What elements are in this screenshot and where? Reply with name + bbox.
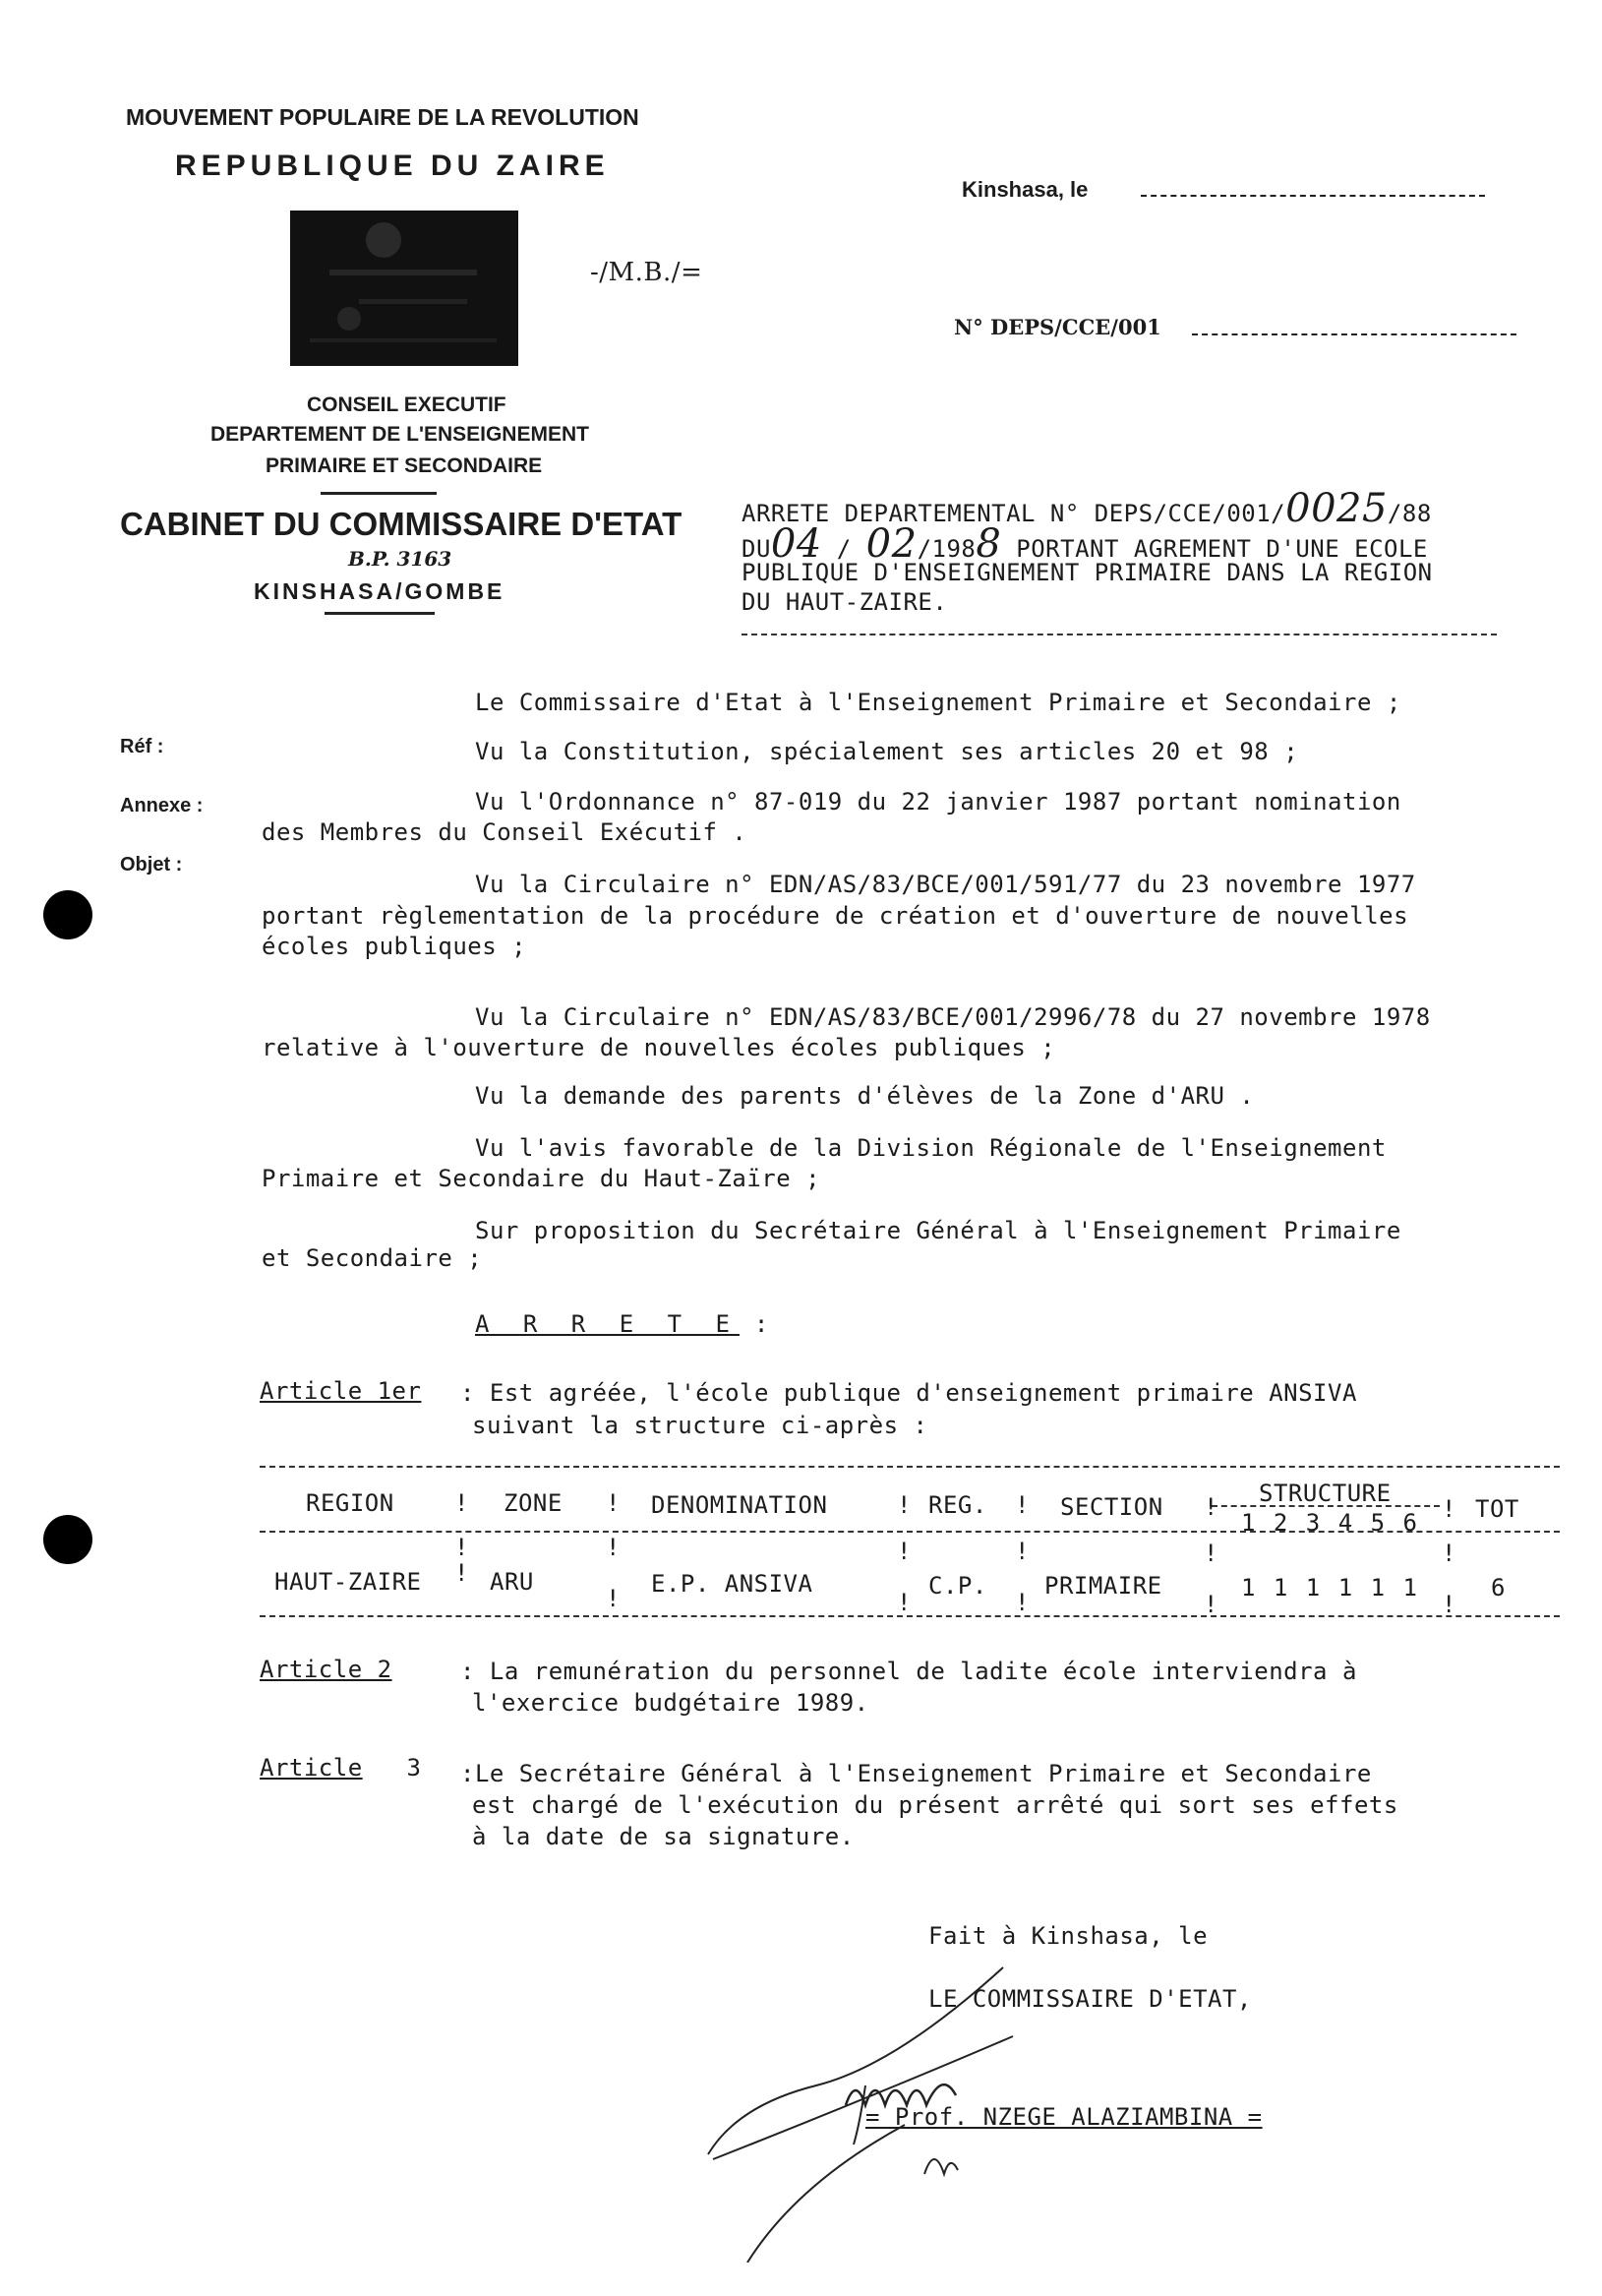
row-sep-4: ! !	[1015, 1538, 1030, 1616]
col-sep-6: !	[1442, 1495, 1456, 1523]
commissaire-title: LE COMMISSAIRE D'ETAT,	[928, 1985, 1252, 2013]
arrete-colon: :	[753, 1310, 769, 1338]
col-sep-1: !	[454, 1489, 469, 1517]
article-1-text-1: : Est agréée, l'école publique d'enseignement primaire ANSIVA	[460, 1379, 1357, 1407]
handwritten-month: 02	[865, 521, 918, 567]
margin-ref: Réf :	[120, 736, 164, 757]
cell-zone: ARU	[490, 1568, 534, 1596]
preamble-commissaire: Le Commissaire d'Etat à l'Enseignement Primaire et Secondaire ;	[475, 689, 1401, 716]
col-header-denomination: DENOMINATION	[651, 1491, 828, 1519]
margin-objet: Objet :	[120, 854, 183, 876]
preamble-circulaire1-2: portant règlementation de la procédure de création et d'ouverture de nouvelles	[262, 902, 1409, 930]
col-header-reg: REG.	[928, 1491, 987, 1519]
preamble-avis-1: Vu l'avis favorable de la Division Régionale de l'Enseignement	[475, 1134, 1387, 1162]
title-line-3: PUBLIQUE D'ENSEIGNEMENT PRIMAIRE DANS LA REGION	[742, 559, 1433, 586]
handwritten-day: 04	[770, 521, 822, 567]
article-1-text-2: suivant la structure ci-après :	[472, 1412, 928, 1439]
col-sep-3: !	[897, 1491, 912, 1519]
col-header-zone: ZONE	[504, 1489, 563, 1517]
divider-short	[321, 492, 437, 495]
reference-number-label: N° DEPS/CCE/001	[954, 315, 1161, 339]
col-sep-2: !	[606, 1489, 621, 1517]
mb-reference: -/M.B./=	[590, 258, 703, 287]
handwritten-year-digit: 8	[976, 521, 1002, 567]
emblem-image	[290, 211, 518, 366]
council-label: CONSEIL EXECUTIF	[307, 393, 506, 416]
article-3-text-1: :Le Secrétaire Général à l'Enseignement Primaire et Secondaire	[460, 1760, 1372, 1787]
col-sep-4: !	[1015, 1491, 1030, 1519]
cell-section: PRIMAIRE	[1044, 1572, 1162, 1600]
arrete-heading	[475, 1310, 769, 1338]
title-year-prefix: /198	[917, 535, 977, 563]
punch-hole-upper	[43, 890, 92, 939]
row-sep-2: ! !	[606, 1534, 621, 1612]
republic-heading: REPUBLIQUE DU ZAIRE	[175, 150, 610, 182]
signatory-name: = Prof. NZEGE ALAZIAMBINA =	[865, 2103, 1263, 2131]
cell-reg: C.P.	[928, 1572, 987, 1600]
movement-heading: MOUVEMENT POPULAIRE DE LA REVOLUTION	[126, 104, 639, 130]
preamble-constitution: Vu la Constitution, spécialement ses articles 20 et 98 ;	[475, 738, 1299, 765]
row-sep-3: ! !	[897, 1538, 912, 1616]
preamble-ordonnance-2: des Membres du Conseil Exécutif .	[262, 818, 747, 846]
row-sep-5: ! !	[1204, 1540, 1218, 1618]
po-box: B.P. 3163	[348, 547, 452, 571]
article-3-text-3: à la date de sa signature.	[472, 1823, 855, 1850]
department-label-2: PRIMAIRE ET SECONDAIRE	[266, 454, 543, 477]
article-3-text-2: est chargé de l'exécution du présent arrêté qui sort ses effets	[472, 1791, 1398, 1819]
col-header-structure: STRUCTURE	[1259, 1480, 1392, 1507]
reference-number-line	[1192, 333, 1516, 335]
title-prefix: ARRETE DEPARTEMENTAL N° DEPS/CCE/001/	[742, 500, 1286, 527]
kinshasa-date-label: Kinshasa, le	[962, 177, 1089, 202]
city-label: KINSHASA/GOMBE	[254, 578, 505, 604]
preamble-proposition-2: et Secondaire ;	[262, 1244, 483, 1272]
fait-a-kinshasa: Fait à Kinshasa, le	[928, 1922, 1209, 1950]
title-line-2: DU04 / 02/1988 PORTANT AGREMENT D'UNE ECOLE	[742, 521, 1428, 567]
cell-structure: 1 1 1 1 1 1	[1241, 1574, 1419, 1601]
col-header-total: TOT	[1475, 1495, 1519, 1523]
col-header-section: SECTION	[1060, 1493, 1163, 1521]
article-3-heading	[260, 1754, 421, 1782]
col-sep-5: !	[1204, 1493, 1218, 1521]
title-rule	[742, 634, 1497, 635]
handwritten-signature	[679, 1928, 1288, 2263]
cell-total: 6	[1491, 1574, 1506, 1601]
cell-denomination: E.P. ANSIVA	[651, 1570, 813, 1598]
preamble-proposition-1: Sur proposition du Secrétaire Général à l'Enseignement Primaire	[475, 1217, 1401, 1244]
structure-table	[260, 1466, 1560, 1623]
department-label: DEPARTEMENT DE L'ENSEIGNEMENT	[210, 423, 589, 446]
article-3-label: Article	[260, 1754, 363, 1782]
article-3-number: 3	[406, 1754, 422, 1782]
handwritten-number: 0025	[1285, 486, 1388, 531]
title-du: DU	[742, 535, 771, 563]
table-top-rule	[260, 1466, 1560, 1468]
article-1-label: Article 1er	[260, 1377, 422, 1405]
structure-underline	[1212, 1505, 1440, 1507]
title-rest: PORTANT AGREMENT D'UNE ECOLE	[1016, 535, 1428, 563]
kinshasa-date-line	[1141, 195, 1485, 197]
cabinet-heading: CABINET DU COMMISSAIRE D'ETAT	[120, 506, 682, 542]
punch-hole-lower	[43, 1515, 92, 1564]
row-sep-1: ! !	[454, 1534, 469, 1587]
preamble-demande: Vu la demande des parents d'élèves de la Zone d'ARU .	[475, 1082, 1255, 1110]
preamble-circulaire2-1: Vu la Circulaire n° EDN/AS/83/BCE/001/2996/78 du 27 novembre 1978	[475, 1003, 1431, 1031]
preamble-circulaire1-3: écoles publiques ;	[262, 933, 527, 960]
preamble-avis-2: Primaire et Secondaire du Haut-Zaïre ;	[262, 1165, 821, 1192]
structure-subheader: 1 2 3 4 5 6	[1241, 1509, 1419, 1537]
article-2-label: Article 2	[260, 1656, 392, 1683]
arrete-word: A R R E T E	[475, 1310, 740, 1338]
preamble-circulaire1-1: Vu la Circulaire n° EDN/AS/83/BCE/001/591/77 du 23 novembre 1977	[475, 871, 1416, 898]
preamble-circulaire2-2: relative à l'ouverture de nouvelles écoles publiques ;	[262, 1034, 1056, 1061]
article-2-text-1: : La remunération du personnel de ladite école interviendra à	[460, 1658, 1357, 1685]
city-underline	[325, 612, 435, 615]
col-header-region: REGION	[306, 1489, 394, 1517]
row-sep-6: ! !	[1442, 1540, 1456, 1618]
cell-region: HAUT-ZAIRE	[274, 1568, 422, 1596]
title-number-suffix: /88	[1387, 500, 1432, 527]
preamble-ordonnance-1: Vu l'Ordonnance n° 87-019 du 22 janvier 1987 portant nomination	[475, 788, 1401, 816]
margin-annexe: Annexe :	[120, 795, 204, 816]
article-2-text-2: l'exercice budgétaire 1989.	[472, 1689, 869, 1717]
title-line-4: DU HAUT-ZAIRE.	[742, 588, 948, 616]
